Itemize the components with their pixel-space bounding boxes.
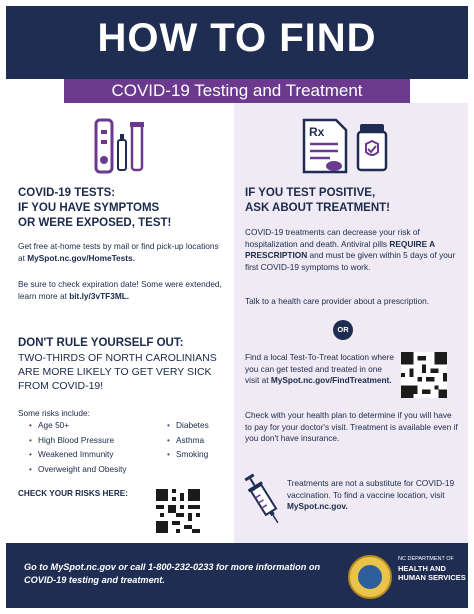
tests-heading-line-3: OR WERE EXPOSED, TEST! <box>18 217 172 229</box>
header-banner <box>6 6 468 79</box>
myspot-link[interactable]: MySpot.nc.gov. <box>287 501 348 511</box>
risks-intro: Some risks include: <box>18 408 90 418</box>
treatment-text <box>245 227 457 273</box>
positive-heading-line-1: IF YOU TEST POSITIVE, <box>245 187 376 199</box>
check-risks-label: CHECK YOUR RISKS HERE: <box>18 489 128 498</box>
page-subtitle: COVID-19 Testing and Treatment <box>64 79 410 103</box>
footer-contact-text: Go to MySpot.nc.gov or call 1-800-232-0233 for more information on COVID-19 testing and treatment. <box>24 562 321 585</box>
or-badge: OR <box>333 320 353 340</box>
prescription-icon <box>300 116 352 176</box>
risk-list-2 <box>166 418 240 462</box>
expiration-text <box>18 279 224 302</box>
home-tests-link[interactable]: MySpot.nc.gov/HomeTests. <box>27 252 135 263</box>
pill-bottle-icon <box>356 122 388 172</box>
home-tests-body: Get free at-home tests by mail or find pick-up locations at <box>18 241 219 263</box>
tests-heading-line-1: COVID-19 TESTS: <box>18 187 116 199</box>
risk-list-1 <box>28 418 168 476</box>
org-name-small: NC DEPARTMENT OF <box>398 556 454 562</box>
risk-item: • Weakened Immunity <box>38 447 168 462</box>
rule-heading: DON'T RULE YOURSELF OUT: <box>18 337 184 349</box>
org-name <box>398 564 466 582</box>
svg-text:Rx: Rx <box>309 125 325 139</box>
provider-text: Talk to a health care provider about a prescription. <box>245 296 430 306</box>
positive-heading-line-2: ASK ABOUT TREATMENT! <box>245 202 391 214</box>
page-title: HOW TO FIND <box>97 16 377 60</box>
find-treatment-link[interactable]: MySpot.nc.gov/FindTreatment. <box>270 375 392 385</box>
syringe-icon <box>243 470 283 528</box>
risk-item: • Asthma <box>176 433 240 448</box>
positive-heading <box>245 186 460 216</box>
test-kit-icon <box>92 114 154 176</box>
treatment-body-a: COVID-19 treatments can decrease your risk of hospitalization and death. Antiviral pills <box>245 227 420 249</box>
org-name-line-1: HEALTH AND <box>398 564 446 573</box>
nc-seal-icon <box>348 555 392 599</box>
org-name-line-2: HUMAN SERVICES <box>398 573 466 582</box>
vaccine-text <box>287 478 459 513</box>
footer-banner <box>6 543 468 608</box>
test-to-treat-body: Find a local Test-To-Treat location where you can get tested and treated in one visit at <box>245 352 394 385</box>
qr-code-icon[interactable] <box>401 352 447 398</box>
tests-heading <box>18 186 228 231</box>
risk-item: • Smoking <box>176 447 240 462</box>
expiration-body: Be sure to check expiration date! Some were extended, learn more at <box>18 279 222 301</box>
risk-item: • Age 50+ <box>38 418 168 433</box>
treatment-body-b: and must be given within 5 days of your first COVID-19 symptoms to work. <box>245 250 456 272</box>
rule-subheading: TWO-THIRDS OF NORTH CAROLINIANS ARE MORE LIKELY TO GET VERY SICK FROM COVID-19! <box>18 352 217 392</box>
risk-item: • High Blood Pressure <box>38 433 168 448</box>
expiration-link[interactable]: bit.ly/3vTF3ML. <box>69 290 130 301</box>
risk-item: • Diabetes <box>176 418 240 433</box>
qr-code-icon[interactable] <box>156 489 200 533</box>
tests-heading-line-2: IF YOU HAVE SYMPTOMS <box>18 202 160 214</box>
health-plan-text: Check with your health plan to determine if you will have to pay for your doctor's visit. Treatment is available even if you don't have insurance. <box>245 410 458 443</box>
risk-item: • Overweight and Obesity <box>38 462 168 477</box>
vaccine-body: Treatments are not a substitute for COVID-19 vaccination. To find a vaccine location, visit <box>287 478 455 500</box>
prescription-emphasis: REQUIRE A PRESCRIPTION <box>245 238 435 260</box>
home-tests-text <box>18 241 224 264</box>
test-to-treat-text <box>245 352 395 387</box>
